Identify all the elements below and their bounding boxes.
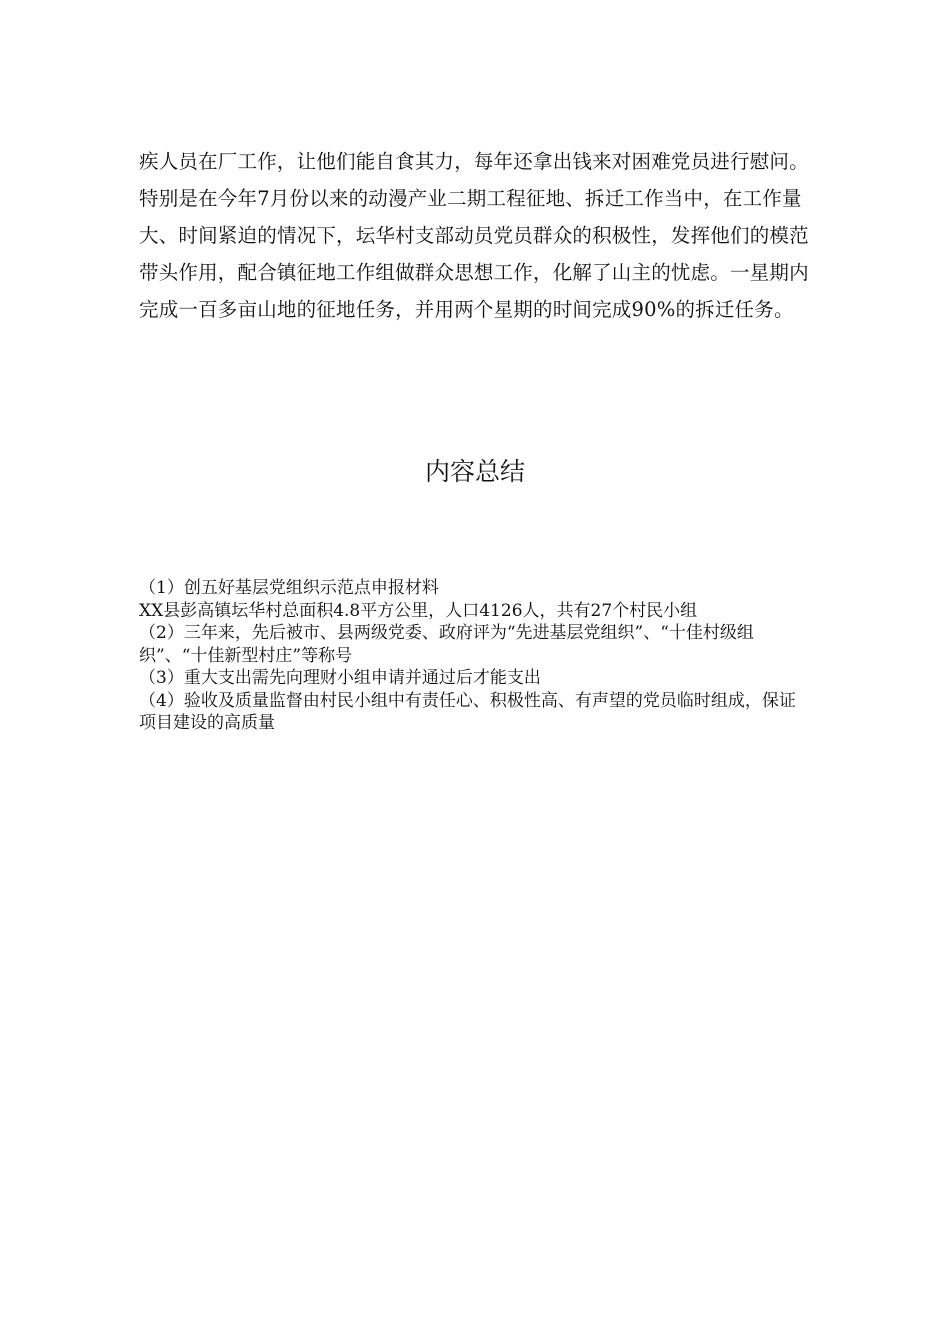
summary-item: XX县彭高镇坛华村总面积4.8平方公里，人口4126人，共有27个村民小组: [139, 600, 698, 621]
summary-item: （3）重大支出需先向理财小组申请并通过后才能支出: [139, 668, 541, 688]
summary-item: （1）创五好基层党组织示范点申报材料: [139, 578, 439, 598]
summary-item: （4）验收及质量监督由村民小组中有责任心、积极性高、有声望的党员临时组成，保证项目建设的高质量: [139, 690, 796, 733]
body-paragraph: 疾人员在厂工作，让他们能自食其力，每年还拿出钱来对困难党员进行慰问。特别是在今年7月份以来的动漫产业二期工程征地、拆迁工作当中，在工作量大、时间紧迫的情况下，坛华村支部动员党员群众的积极性，发挥他们的模范带头作用，配合镇征地工作组做群众思想工作，化解了山主的忧虑。一星期内完成一百多亩山地的征地任务，并用两个星期的时间完成90%的拆迁任务。: [139, 150, 809, 321]
summary-item: （2）三年来，先后被市、县两级党委、政府评为“先进基层党组织”、“十佳村级组织”、“十佳新型村庄”等称号: [139, 623, 754, 666]
summary-list: [139, 577, 811, 735]
summary-heading: 内容总结: [424, 457, 525, 486]
